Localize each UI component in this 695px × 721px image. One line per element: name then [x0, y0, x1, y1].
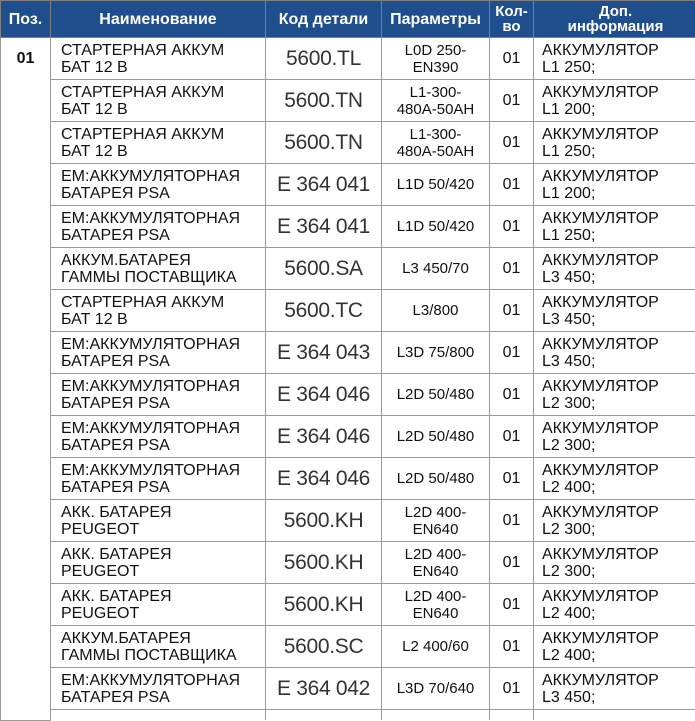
name-line1: ЕМ:АККУМУЛЯТОРНАЯ [61, 420, 240, 437]
parameters-line1: L3D 70/640 [397, 680, 475, 697]
position-cell: 01 [1, 38, 51, 721]
name-line1: ЕМ:АККУМУЛЯТОРНАЯ [61, 672, 240, 689]
name-cell [51, 458, 266, 500]
name-line2: БАТАРЕЯ PSA [61, 353, 170, 370]
cut-cell [490, 710, 534, 721]
parameters-line1: L2D 50/480 [397, 386, 475, 403]
parameters-line1: L1D 50/420 [397, 218, 475, 235]
name-cell [51, 332, 266, 374]
info-line1: АККУМУЛЯТОР [542, 336, 659, 353]
parameters-line1: L2 400/60 [402, 638, 469, 655]
parameters-line1: L3/800 [413, 302, 459, 319]
parameters-cell [382, 500, 490, 542]
info-line2: L2 300; [542, 437, 595, 454]
name-line1: АКК. БАТАРЕЯ [61, 588, 172, 605]
table-row[interactable] [1, 332, 695, 374]
parameters-line1: L2D 400- [405, 504, 467, 521]
parameters-cell [382, 542, 490, 584]
parameters-line1: L1D 50/420 [397, 176, 475, 193]
name-cell [51, 206, 266, 248]
header-extra-info-line2: информация [568, 18, 664, 35]
header-extra-info [534, 1, 695, 38]
extra-info-cell [534, 500, 695, 542]
parameters-cell [382, 164, 490, 206]
extra-info-cell [534, 668, 695, 710]
quantity-cell: 01 [490, 164, 534, 206]
parameters-cell [382, 248, 490, 290]
parameters-line2: 480A-50AH [397, 143, 475, 160]
extra-info-cell [534, 584, 695, 626]
name-line2: PEUGEOT [61, 605, 139, 622]
name-line2: БАТ 12 В [61, 143, 128, 160]
quantity-cell: 01 [490, 38, 534, 80]
parameters-line1: L1-300- [410, 126, 462, 143]
name-cell [51, 38, 266, 80]
name-cell [51, 500, 266, 542]
quantity-cell: 01 [490, 80, 534, 122]
name-line2: БАТАРЕЯ PSA [61, 479, 170, 496]
header-parameters: Параметры [382, 1, 490, 38]
name-cell [51, 122, 266, 164]
name-cell [51, 248, 266, 290]
name-line2: БАТАРЕЯ PSA [61, 227, 170, 244]
name-cell [51, 668, 266, 710]
extra-info-cell [534, 458, 695, 500]
info-line1: АККУМУЛЯТОР [542, 420, 659, 437]
parameters-cell [382, 416, 490, 458]
quantity-cell: 01 [490, 248, 534, 290]
parameters-cell [382, 668, 490, 710]
header-position: Поз. [1, 1, 51, 38]
info-line1: АККУМУЛЯТОР [542, 210, 659, 227]
extra-info-cell [534, 248, 695, 290]
extra-info-cell [534, 542, 695, 584]
parameters-cell [382, 206, 490, 248]
table-row[interactable] [1, 584, 695, 626]
info-line1: АККУМУЛЯТОР [542, 378, 659, 395]
table-header [1, 1, 695, 38]
info-line1: АККУМУЛЯТОР [542, 630, 659, 647]
info-line1: АККУМУЛЯТОР [542, 42, 659, 59]
parameters-line1: L3D 75/800 [397, 344, 475, 361]
part-code-cell[interactable]: 5600.KH [266, 542, 382, 584]
info-line2: L1 250; [542, 227, 595, 244]
table-row-cut-off [1, 710, 695, 721]
info-line1: АККУМУЛЯТОР [542, 252, 659, 269]
part-code-cell[interactable]: E 364 046 [266, 416, 382, 458]
name-line2: БАТАРЕЯ PSA [61, 395, 170, 412]
info-line1: АККУМУЛЯТОР [542, 126, 659, 143]
info-line2: L2 400; [542, 605, 595, 622]
part-code-cell[interactable]: 5600.KH [266, 500, 382, 542]
cut-cell [51, 710, 266, 721]
name-line1: ЕМ:АККУМУЛЯТОРНАЯ [61, 378, 240, 395]
parameters-line1: L2D 50/480 [397, 470, 475, 487]
name-line1: АКК. БАТАРЕЯ [61, 504, 172, 521]
quantity-cell: 01 [490, 542, 534, 584]
part-code-cell[interactable]: 5600.TL [266, 38, 382, 80]
quantity-cell: 01 [490, 290, 534, 332]
quantity-cell: 01 [490, 374, 534, 416]
name-cell [51, 164, 266, 206]
table-row[interactable] [1, 626, 695, 668]
name-line1: СТАРТЕРНАЯ АККУМ [61, 84, 224, 101]
part-code-cell[interactable]: 5600.SC [266, 626, 382, 668]
parameters-line1: L2D 400- [405, 546, 467, 563]
name-cell [51, 290, 266, 332]
parameters-line2: EN390 [413, 59, 459, 76]
info-line2: L1 250; [542, 59, 595, 76]
table-row[interactable] [1, 290, 695, 332]
quantity-cell: 01 [490, 500, 534, 542]
cut-cell [266, 710, 382, 721]
header-name: Наименование [51, 1, 266, 38]
info-line2: L2 400; [542, 479, 595, 496]
info-line2: L2 300; [542, 563, 595, 580]
info-line2: L1 200; [542, 185, 595, 202]
info-line1: АККУМУЛЯТОР [542, 84, 659, 101]
info-line2: L2 300; [542, 521, 595, 538]
name-line2: PEUGEOT [61, 521, 139, 538]
table-row[interactable] [1, 668, 695, 710]
quantity-cell: 01 [490, 584, 534, 626]
info-line1: АККУМУЛЯТОР [542, 168, 659, 185]
info-line1: АККУМУЛЯТОР [542, 462, 659, 479]
info-line2: L2 300; [542, 395, 595, 412]
info-line2: L1 250; [542, 143, 595, 160]
extra-info-cell [534, 290, 695, 332]
table-row[interactable] [1, 374, 695, 416]
name-cell [51, 584, 266, 626]
parameters-line2: EN640 [413, 605, 459, 622]
table-row[interactable] [1, 164, 695, 206]
name-line1: АККУМ.БАТАРЕЯ [61, 630, 191, 647]
parameters-cell [382, 80, 490, 122]
header-part-code: Код детали [266, 1, 382, 38]
table-row[interactable] [1, 542, 695, 584]
quantity-cell: 01 [490, 206, 534, 248]
info-line2: L1 200; [542, 101, 595, 118]
extra-info-cell [534, 80, 695, 122]
part-code-cell[interactable]: 5600.SA [266, 248, 382, 290]
cut-cell [382, 710, 490, 721]
name-line2: БАТ 12 В [61, 101, 128, 118]
name-line1: ЕМ:АККУМУЛЯТОРНАЯ [61, 210, 240, 227]
info-line1: АККУМУЛЯТОР [542, 588, 659, 605]
part-code-cell[interactable]: E 364 046 [266, 458, 382, 500]
part-code-cell[interactable]: 5600.TC [266, 290, 382, 332]
parameters-cell [382, 374, 490, 416]
parameters-line1: L1-300- [410, 84, 462, 101]
parameters-line1: L0D 250- [405, 42, 467, 59]
part-code-cell[interactable]: E 364 042 [266, 668, 382, 710]
extra-info-cell [534, 38, 695, 80]
extra-info-cell [534, 374, 695, 416]
extra-info-cell [534, 122, 695, 164]
quantity-cell: 01 [490, 416, 534, 458]
parameters-cell [382, 458, 490, 500]
part-code-cell[interactable]: E 364 043 [266, 332, 382, 374]
part-code-cell[interactable]: E 364 041 [266, 206, 382, 248]
part-code-cell[interactable]: E 364 041 [266, 164, 382, 206]
name-line1: ЕМ:АККУМУЛЯТОРНАЯ [61, 336, 240, 353]
parameters-line1: L2D 400- [405, 588, 467, 605]
name-line1: АКК. БАТАРЕЯ [61, 546, 172, 563]
quantity-cell: 01 [490, 122, 534, 164]
name-line1: СТАРТЕРНАЯ АККУМ [61, 42, 224, 59]
parameters-line2: EN640 [413, 521, 459, 538]
extra-info-cell [534, 206, 695, 248]
cut-cell [534, 710, 695, 721]
table-row[interactable] [1, 458, 695, 500]
extra-info-cell [534, 626, 695, 668]
info-line1: АККУМУЛЯТОР [542, 546, 659, 563]
info-line2: L3 450; [542, 353, 595, 370]
quantity-cell: 01 [490, 332, 534, 374]
name-line2: БАТАРЕЯ PSA [61, 689, 170, 706]
name-line2: ГАММЫ ПОСТАВЩИКА [61, 647, 237, 664]
parameters-cell [382, 332, 490, 374]
parameters-cell [382, 626, 490, 668]
info-line1: АККУМУЛЯТОР [542, 504, 659, 521]
name-line2: PEUGEOT [61, 563, 139, 580]
table-body [1, 38, 695, 721]
header-quantity [490, 1, 534, 38]
info-line2: L3 450; [542, 269, 595, 286]
table-row[interactable] [1, 248, 695, 290]
name-cell [51, 542, 266, 584]
parameters-line1: L3 450/70 [402, 260, 469, 277]
parameters-cell [382, 290, 490, 332]
parameters-cell [382, 584, 490, 626]
info-line2: L2 400; [542, 647, 595, 664]
parameters-cell [382, 38, 490, 80]
quantity-cell: 01 [490, 458, 534, 500]
name-cell [51, 416, 266, 458]
parameters-line1: L2D 50/480 [397, 428, 475, 445]
part-code-cell[interactable]: E 364 046 [266, 374, 382, 416]
name-line2: БАТ 12 В [61, 311, 128, 328]
part-code-cell[interactable]: 5600.TN [266, 80, 382, 122]
table-row[interactable] [1, 80, 695, 122]
name-line2: ГАММЫ ПОСТАВЩИКА [61, 269, 237, 286]
info-line1: АККУМУЛЯТОР [542, 294, 659, 311]
header-extra-info-line1: Доп. [599, 3, 632, 20]
name-line1: СТАРТЕРНАЯ АККУМ [61, 126, 224, 143]
quantity-cell: 01 [490, 626, 534, 668]
name-line1: ЕМ:АККУМУЛЯТОРНАЯ [61, 168, 240, 185]
quantity-cell: 01 [490, 668, 534, 710]
name-cell [51, 80, 266, 122]
extra-info-cell [534, 332, 695, 374]
info-line1: АККУМУЛЯТОР [542, 672, 659, 689]
name-line1: АККУМ.БАТАРЕЯ [61, 252, 191, 269]
header-quantity-line2: во [502, 18, 520, 35]
table-row[interactable] [1, 206, 695, 248]
part-code-cell[interactable]: 5600.KH [266, 584, 382, 626]
info-line2: L3 450; [542, 689, 595, 706]
name-cell [51, 626, 266, 668]
header-quantity-line1: Кол- [495, 3, 527, 20]
table-row[interactable] [1, 122, 695, 164]
table-row[interactable] [1, 500, 695, 542]
name-cell [51, 374, 266, 416]
table-row[interactable] [1, 38, 695, 80]
parameters-line2: 480A-50AH [397, 101, 475, 118]
parameters-cell [382, 122, 490, 164]
table-row[interactable] [1, 416, 695, 458]
extra-info-cell [534, 164, 695, 206]
parameters-line2: EN640 [413, 563, 459, 580]
name-line1: ЕМ:АККУМУЛЯТОРНАЯ [61, 462, 240, 479]
name-line2: БАТАРЕЯ PSA [61, 185, 170, 202]
name-line1: СТАРТЕРНАЯ АККУМ [61, 294, 224, 311]
info-line2: L3 450; [542, 311, 595, 328]
extra-info-cell [534, 416, 695, 458]
part-code-cell[interactable]: 5600.TN [266, 122, 382, 164]
name-line2: БАТАРЕЯ PSA [61, 437, 170, 454]
name-line2: БАТ 12 В [61, 59, 128, 76]
